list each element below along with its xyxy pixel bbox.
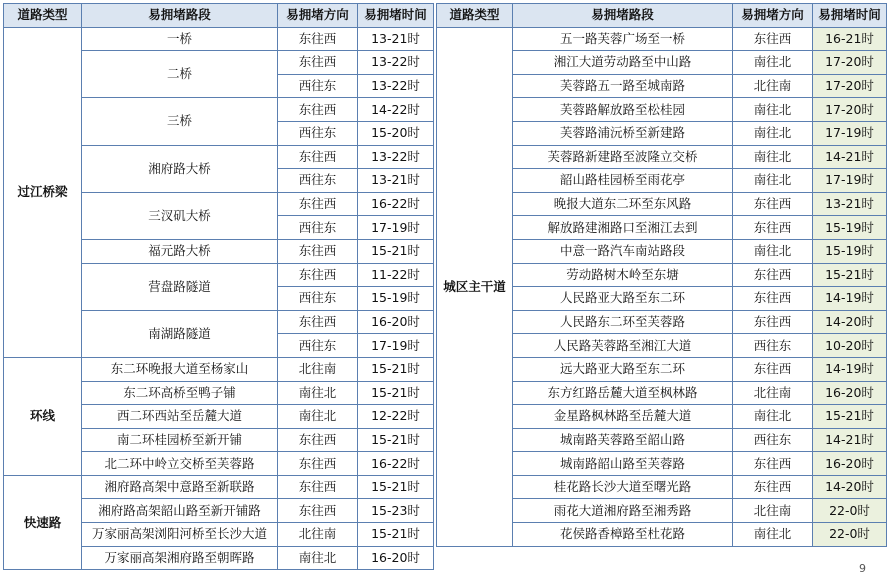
direction-cell: 东往西: [278, 475, 358, 499]
direction-cell: 南往北: [733, 405, 813, 429]
direction-cell: 南往北: [733, 239, 813, 263]
time-cell: 12-22时: [358, 405, 434, 429]
direction-cell: 东往西: [278, 239, 358, 263]
road-type-cell: 环线: [4, 357, 82, 475]
section-cell: 东二环晚报大道至杨家山: [82, 357, 278, 381]
section-cell: 芙蓉路浦沅桥至新建路: [513, 121, 733, 145]
section-cell: 东二环高桥至鸭子铺: [82, 381, 278, 405]
road-type-cell: 城区主干道: [437, 27, 513, 546]
time-cell: 16-20时: [358, 310, 434, 334]
table-row: [4, 475, 434, 499]
time-cell: 22-0时: [813, 499, 887, 523]
header-time: 易拥堵时间: [358, 4, 434, 28]
direction-cell: 东往西: [278, 192, 358, 216]
section-cell: 东方红路岳麓大道至枫林路: [513, 381, 733, 405]
section-cell: 金星路枫林路至岳麓大道: [513, 405, 733, 429]
section-cell: 解放路建湘路口至湘江去到: [513, 216, 733, 240]
road-type-cell: 过江桥梁: [4, 27, 82, 357]
section-cell: 人民路芙蓉路至湘江大道: [513, 334, 733, 358]
direction-cell: 东往西: [278, 98, 358, 122]
direction-cell: 南往北: [733, 121, 813, 145]
time-cell: 15-21时: [358, 475, 434, 499]
section-cell: 芙蓉路五一路至城南路: [513, 74, 733, 98]
time-cell: 14-22时: [358, 98, 434, 122]
section-cell: 南湖路隧道: [82, 310, 278, 357]
time-cell: 16-22时: [358, 452, 434, 476]
page-number: 9: [859, 562, 866, 575]
left-header-row: [4, 4, 434, 28]
header-direction: 易拥堵方向: [733, 4, 813, 28]
direction-cell: 东往西: [733, 263, 813, 287]
section-cell: 城南路芙蓉路至韶山路: [513, 428, 733, 452]
direction-cell: 南往北: [733, 98, 813, 122]
section-cell: 湘府路高架韶山路至新开铺路: [82, 499, 278, 523]
direction-cell: 西往东: [733, 334, 813, 358]
direction-cell: 北往南: [278, 357, 358, 381]
section-cell: 南二环桂园桥至新开铺: [82, 428, 278, 452]
section-cell: 湘江大道劳动路至中山路: [513, 51, 733, 75]
direction-cell: 东往西: [278, 145, 358, 169]
direction-cell: 东往西: [278, 428, 358, 452]
section-cell: 晚报大道东二环至东风路: [513, 192, 733, 216]
direction-cell: 南往北: [733, 51, 813, 75]
time-cell: 13-21时: [358, 27, 434, 51]
direction-cell: 东往西: [278, 499, 358, 523]
time-cell: 13-21时: [813, 192, 887, 216]
time-cell: 14-21时: [813, 145, 887, 169]
section-cell: 一桥: [82, 27, 278, 51]
direction-cell: 北往南: [733, 74, 813, 98]
time-cell: 15-19时: [813, 239, 887, 263]
direction-cell: 西往东: [278, 121, 358, 145]
section-cell: 远大路亚大路至东二环: [513, 357, 733, 381]
time-cell: 13-22时: [358, 145, 434, 169]
time-cell: 15-21时: [358, 239, 434, 263]
time-cell: 13-21时: [358, 169, 434, 193]
time-cell: 13-22时: [358, 74, 434, 98]
direction-cell: 西往东: [278, 334, 358, 358]
time-cell: 16-20时: [358, 546, 434, 570]
section-cell: 西二环西站至岳麓大道: [82, 405, 278, 429]
section-cell: 福元路大桥: [82, 239, 278, 263]
section-cell: 三汊矶大桥: [82, 192, 278, 239]
direction-cell: 北往南: [278, 523, 358, 547]
header-time: 易拥堵时间: [813, 4, 887, 28]
time-cell: 16-22时: [358, 192, 434, 216]
direction-cell: 南往北: [278, 546, 358, 570]
direction-cell: 东往西: [278, 452, 358, 476]
time-cell: 15-23时: [358, 499, 434, 523]
table-row: [4, 27, 434, 51]
time-cell: 22-0时: [813, 523, 887, 547]
section-cell: 桂花路长沙大道至曙光路: [513, 475, 733, 499]
direction-cell: 西往东: [278, 169, 358, 193]
direction-cell: 东往西: [733, 475, 813, 499]
direction-cell: 西往东: [278, 216, 358, 240]
road-type-cell: 快速路: [4, 475, 82, 569]
section-cell: 花侯路香樟路至杜花路: [513, 523, 733, 547]
direction-cell: 西往东: [278, 74, 358, 98]
time-cell: 15-21时: [358, 523, 434, 547]
section-cell: 雨花大道湘府路至湘秀路: [513, 499, 733, 523]
section-cell: 芙蓉路解放路至松桂园: [513, 98, 733, 122]
time-cell: 13-22时: [358, 51, 434, 75]
time-cell: 17-20时: [813, 98, 887, 122]
section-cell: 万家丽高架湘府路至朝晖路: [82, 546, 278, 570]
direction-cell: 东往西: [278, 263, 358, 287]
section-cell: 城南路韶山路至芙蓉路: [513, 452, 733, 476]
time-cell: 15-21时: [813, 405, 887, 429]
direction-cell: 东往西: [733, 216, 813, 240]
time-cell: 15-19时: [358, 287, 434, 311]
section-cell: 芙蓉路新建路至波隆立交桥: [513, 145, 733, 169]
direction-cell: 西往东: [733, 428, 813, 452]
time-cell: 17-19时: [813, 121, 887, 145]
left-table: [3, 3, 434, 570]
section-cell: 中意一路汽车南站路段: [513, 239, 733, 263]
header-direction: 易拥堵方向: [278, 4, 358, 28]
time-cell: 17-19时: [813, 169, 887, 193]
section-cell: 湘府路大桥: [82, 145, 278, 192]
time-cell: 16-21时: [813, 27, 887, 51]
direction-cell: 南往北: [278, 381, 358, 405]
section-cell: 人民路亚大路至东二环: [513, 287, 733, 311]
time-cell: 14-20时: [813, 475, 887, 499]
section-cell: 人民路东二环至芙蓉路: [513, 310, 733, 334]
time-cell: 14-19时: [813, 287, 887, 311]
direction-cell: 西往东: [278, 287, 358, 311]
time-cell: 16-20时: [813, 452, 887, 476]
section-cell: 五一路芙蓉广场至一桥: [513, 27, 733, 51]
direction-cell: 东往西: [733, 357, 813, 381]
direction-cell: 南往北: [733, 523, 813, 547]
time-cell: 14-20时: [813, 310, 887, 334]
time-cell: 15-21时: [813, 263, 887, 287]
section-cell: 三桥: [82, 98, 278, 145]
time-cell: 15-21时: [358, 381, 434, 405]
time-cell: 11-22时: [358, 263, 434, 287]
right-table-body: [437, 27, 887, 546]
section-cell: 劳动路树木岭至东塘: [513, 263, 733, 287]
header-road-type: 道路类型: [4, 4, 82, 28]
header-section: 易拥堵路段: [513, 4, 733, 28]
table-row: [4, 357, 434, 381]
section-cell: 万家丽高架浏阳河桥至长沙大道: [82, 523, 278, 547]
time-cell: 15-19时: [813, 216, 887, 240]
right-header-row: [437, 4, 887, 28]
direction-cell: 南往北: [733, 145, 813, 169]
direction-cell: 东往西: [733, 287, 813, 311]
section-cell: 营盘路隧道: [82, 263, 278, 310]
direction-cell: 东往西: [278, 310, 358, 334]
direction-cell: 东往西: [733, 192, 813, 216]
time-cell: 17-19时: [358, 216, 434, 240]
time-cell: 15-21时: [358, 428, 434, 452]
header-section: 易拥堵路段: [82, 4, 278, 28]
time-cell: 16-20时: [813, 381, 887, 405]
header-road-type: 道路类型: [437, 4, 513, 28]
direction-cell: 东往西: [733, 310, 813, 334]
direction-cell: 南往北: [278, 405, 358, 429]
left-table-body: [4, 27, 434, 570]
direction-cell: 东往西: [733, 452, 813, 476]
time-cell: 10-20时: [813, 334, 887, 358]
time-cell: 14-19时: [813, 357, 887, 381]
time-cell: 17-19时: [358, 334, 434, 358]
time-cell: 15-21时: [358, 357, 434, 381]
right-table: [436, 3, 887, 547]
section-cell: 韶山路桂园桥至雨花亭: [513, 169, 733, 193]
direction-cell: 北往南: [733, 499, 813, 523]
time-cell: 14-21时: [813, 428, 887, 452]
direction-cell: 东往西: [733, 27, 813, 51]
time-cell: 17-20时: [813, 51, 887, 75]
section-cell: 二桥: [82, 51, 278, 98]
section-cell: 北二环中岭立交桥至芙蓉路: [82, 452, 278, 476]
direction-cell: 东往西: [278, 27, 358, 51]
direction-cell: 东往西: [278, 51, 358, 75]
time-cell: 17-20时: [813, 74, 887, 98]
table-row: [437, 27, 887, 51]
direction-cell: 北往南: [733, 381, 813, 405]
direction-cell: 南往北: [733, 169, 813, 193]
section-cell: 湘府路高架中意路至新联路: [82, 475, 278, 499]
time-cell: 15-20时: [358, 121, 434, 145]
